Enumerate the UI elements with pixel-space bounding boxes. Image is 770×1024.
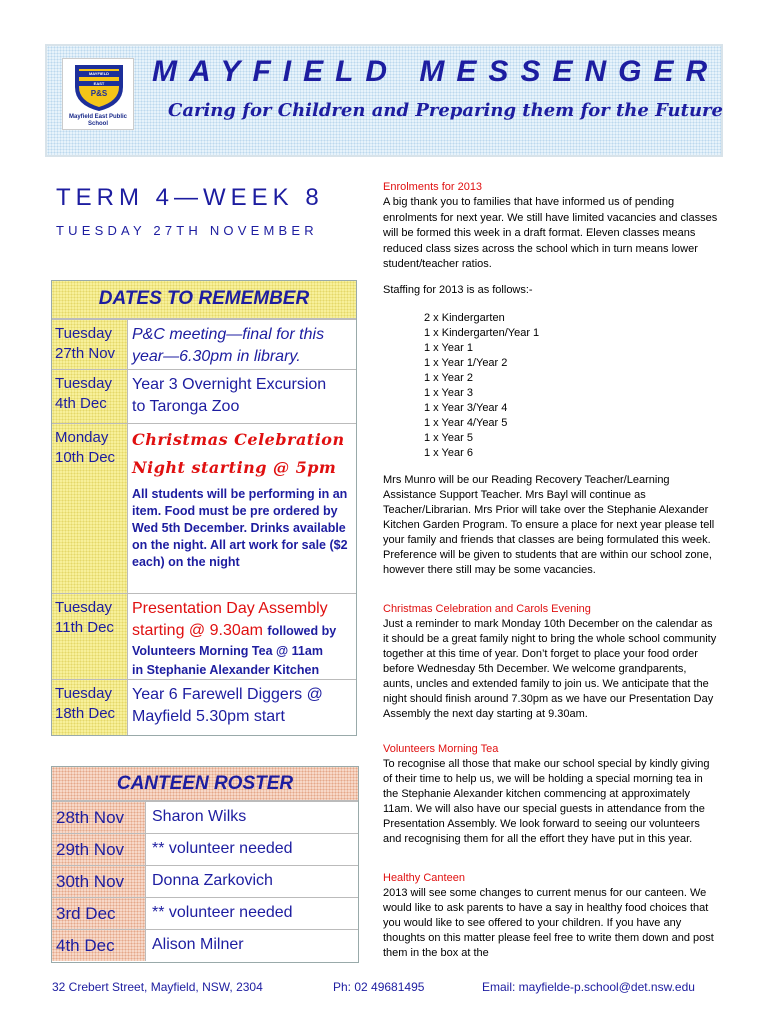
date-day: Tuesday xyxy=(55,375,112,392)
date-event: Night starting @ 5pm xyxy=(132,458,337,477)
logo-top-text: MAYFIELD xyxy=(88,71,110,76)
date-date: 10th Dec xyxy=(55,449,116,466)
roster-date: 29th Nov xyxy=(52,834,146,865)
staffing-item: 1 x Kindergarten/Year 1 xyxy=(424,327,540,339)
roster-row xyxy=(52,929,358,962)
date-event: followed by xyxy=(267,624,337,638)
roster-date: 28th Nov xyxy=(52,802,146,833)
christmas-title: Christmas Celebration and Carols Evening xyxy=(383,603,591,615)
footer-phone: Ph: 02 49681495 xyxy=(333,980,425,994)
footer-address: 32 Crebert Street, Mayfield, NSW, 2304 xyxy=(52,980,263,994)
date-row xyxy=(52,593,356,679)
date-event: starting @ 9.30am xyxy=(132,622,263,639)
date-date: 11th Dec xyxy=(55,619,114,636)
volunteers-section xyxy=(383,742,718,847)
school-logo xyxy=(62,58,134,130)
date-event: year—6.30pm in library. xyxy=(132,348,301,365)
date-event: Presentation Day Assembly xyxy=(132,600,328,617)
date-event: Christmas Celebration xyxy=(132,430,345,449)
staffing-list xyxy=(424,311,539,461)
roster-row xyxy=(52,865,358,897)
date-day: Tuesday xyxy=(55,325,112,342)
footer-email[interactable]: Email: mayfielde-p.school@det.nsw.edu xyxy=(482,980,695,994)
healthy-canteen-section xyxy=(383,871,718,961)
healthy-body: 2013 will see some changes to current menus for our canteen. We would like to ask parents to have a say in healthy food choices that you would like to see offered to your children. If you have any thoughts on this matter please feel free to write them down and post them in the box at the xyxy=(383,887,714,959)
date-row xyxy=(52,423,356,593)
dates-heading: DATES TO REMEMBER xyxy=(52,281,356,319)
roster-name: ** volunteer needed xyxy=(152,840,293,857)
date-day: Tuesday xyxy=(55,685,112,702)
roster-name: Donna Zarkovich xyxy=(152,872,273,889)
staffing-item: 1 x Year 1/Year 2 xyxy=(424,357,508,369)
date-row xyxy=(52,319,356,369)
logo-mid-text: EAST xyxy=(93,81,105,86)
staff-note: Mrs Munro will be our Reading Recovery Teacher/Learning Assistance Support Teacher. Mrs Bayl will continue as Teacher/Librarian. Mrs Prior will take over the Stephanie Alexander Kitchen Garden Program. To ensure a place for next year please tell your family and friends that classes are being formulated this week. Preference will be given to students that are within our school zone, however there still may be some vacancies. xyxy=(383,474,715,576)
date-event: Volunteers Morning Tea @ 11am xyxy=(132,644,323,658)
staffing-item: 2 x Kindergarten xyxy=(424,312,505,324)
logo-initials: P&S xyxy=(90,89,108,98)
date-date: 18th Dec xyxy=(55,705,116,722)
term-title: TERM 4—WEEK 8 xyxy=(56,184,324,211)
newsletter-title: MAYFIELD MESSENGER xyxy=(152,55,720,88)
volunteers-title: Volunteers Morning Tea xyxy=(383,743,499,755)
date-row xyxy=(52,369,356,423)
date-event-detail: All students will be performing in an item. Food must be pre ordered by Wed 5th December. Drinks available on the night. All art work for sale ($2 each) on the night xyxy=(132,487,348,569)
date-date: 27th Nov xyxy=(55,345,116,362)
date-event: Year 3 Overnight Excursion xyxy=(132,376,327,393)
roster-row xyxy=(52,897,358,929)
newsletter-tagline: Caring for Children and Preparing them for the Future xyxy=(168,100,723,121)
date-day: Tuesday xyxy=(55,599,112,616)
roster-name: Alison Milner xyxy=(152,936,244,953)
enrolments-section xyxy=(383,180,718,273)
healthy-title: Healthy Canteen xyxy=(383,872,465,884)
roster-name: ** volunteer needed xyxy=(152,904,293,921)
date-event: P&C meeting—final for this xyxy=(132,326,325,343)
canteen-roster-box xyxy=(51,766,359,963)
canteen-heading: CANTEEN ROSTER xyxy=(52,767,358,801)
staffing-item: 1 x Year 2 xyxy=(424,372,473,384)
date-event: to Taronga Zoo xyxy=(132,398,240,415)
staffing-item: 1 x Year 6 xyxy=(424,447,473,459)
roster-row xyxy=(52,801,358,833)
enrolments-body: A big thank you to families that have informed us of pending enrolments for next year. We still have limited vacancies and classes will be formed this week in a draft format. Eleven classes means reduced class sizes across the school which in turn means lower student/teacher ratios. xyxy=(383,196,718,270)
shield-icon xyxy=(69,61,129,113)
dates-to-remember-box xyxy=(51,280,357,736)
logo-school-name: Mayfield East Public School xyxy=(68,114,128,127)
date-event: in Stephanie Alexander Kitchen xyxy=(132,663,320,677)
staffing-item: 1 x Year 1 xyxy=(424,342,473,354)
roster-date: 4th Dec xyxy=(52,930,146,961)
term-date: TUESDAY 27TH NOVEMBER xyxy=(56,223,318,238)
date-day: Monday xyxy=(55,429,109,446)
christmas-section xyxy=(383,602,718,722)
roster-date: 3rd Dec xyxy=(52,898,146,929)
enrolments-title: Enrolments for 2013 xyxy=(383,181,483,193)
staffing-item: 1 x Year 3 xyxy=(424,387,473,399)
date-event: Mayfield 5.30pm start xyxy=(132,708,285,725)
staffing-intro: Staffing for 2013 is as follows:- xyxy=(383,284,533,296)
date-event: Year 6 Farewell Diggers @ xyxy=(132,686,323,703)
date-date: 4th Dec xyxy=(55,395,107,412)
staffing-item: 1 x Year 4/Year 5 xyxy=(424,417,508,429)
staffing-item: 1 x Year 3/Year 4 xyxy=(424,402,508,414)
volunteers-body: To recognise all those that make our school special by kindly giving of their time to help us, we will be holding a special morning tea in the Stephanie Alexander kitchen commencing at approximately 11am. We will also have our special guests in attendance from the Presentation Assembly. We look forward to seeing our volunteers and recognising them for all the effort they have put in this year. xyxy=(383,758,710,845)
staffing-item: 1 x Year 5 xyxy=(424,432,473,444)
date-row xyxy=(52,679,356,735)
roster-name: Sharon Wilks xyxy=(152,808,247,825)
christmas-body: Just a reminder to mark Monday 10th December on the calendar as it should be a great family night to bring the whole school community together at this time of year. Don’t forget to place your food order before Wednesday 5th December. We welcome grandparents, aunts, uncles and extended family to join us. We anticipate that the night should finish around 7.30pm as we have our Presentation Day Assembly the next day starting at 9.30am. xyxy=(383,618,717,720)
roster-row xyxy=(52,833,358,865)
roster-date: 30th Nov xyxy=(52,866,146,897)
